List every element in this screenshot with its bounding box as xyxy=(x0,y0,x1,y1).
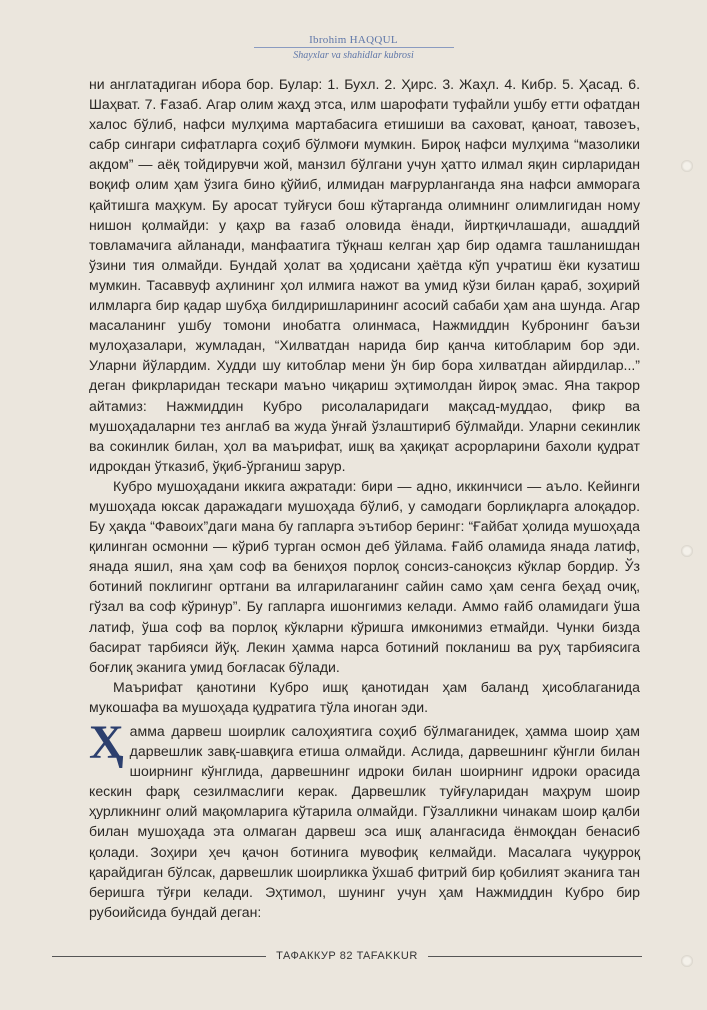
footer-rule-left xyxy=(52,956,266,957)
punch-hole xyxy=(681,160,693,172)
header-divider xyxy=(254,47,454,48)
page-footer xyxy=(52,946,642,966)
drop-cap-letter: Ҳ xyxy=(89,716,124,769)
paragraph-2: Кубро мушоҳадани иккига ажратади: бири — адно, иккинчиси — аъло. Кейинги мушоҳада юксак даражадаги мушоҳада бўлиб, у самодаги борлиқларга алоқадор. Бу ҳақда “Фавоих”даги мана бу гапларга эътибор беринг: “Ғайбат ҳолида мушоҳада қилинган осмонни — кўриб турган осмон деб ўйлама. Ғайб оламида янада латиф, янада яшил, яна ҳам соф ва бениҳоя порлоқ сонсиз-саноқсиз кўклар бордир. Ўз ботиний поклигинг ортгани ва илгарилаганинг сайин само ҳам сенга беҳад очиқ, гўзал ва соф кўринур”. Бу гапларга ишонгимиз келади. Аммо ғайб оламидаги ўша латиф, ўша соф ва порлоқ кўкларни кўришга имконимиз етмайди. Чунки бизда басират тарбияси йўқ. Лекин ҳамма нарса ботиний покланиш ва руҳ тарбиясига боғлиқ эканига умид боғласак бўлади. xyxy=(89,477,640,675)
footer-rule-right xyxy=(428,956,642,957)
paragraph-3: Маърифат қанотини Кубро ишқ қанотидан ҳам баланд ҳисоблаганида мукошафа ва мушоҳада қудратига тўла иноган эди. xyxy=(89,678,640,715)
paragraph-1: ни англатадиган ибора бор. Булар: 1. Бухл. 2. Ҳирс. 3. Жаҳл. 4. Кибр. 5. Ҳасад. 6. Шаҳват. 7. Ғазаб. Агар олим жаҳд этса, илм шарофати туфайли ушбу етти офатдан халос бўлиб, нафси мулҳима мартабасига етишиши ва саховат, қаноат, тавозеъ, сабр сингари сифатларга соҳиб бўлмоғи мумкин. Бироқ нафси мулҳима “мазолики акдом” — аёқ тойдирувчи жой, манзил бўлгани учун ҳатто илмал яқин сирларидан воқиф олим ҳам ўзига бино қўйиб, илмидан мағрурланганда яна нафси амморага қайтишга маҳкум. Бу аросат туйғуси бош кўтарганда олимнинг олимлигидан ному нишон қолмайди: у қаҳр ва ғазаб оловида ёнади, йиртқичлашади, ашаддий товламачига айланади, манфаатига тўқнаш келган ҳар бир одамга ташланишдан ўзини тия олмайди. Бундай ҳолат ва ҳодисани ҳаётда кўп учратиш ёки кузатиш мумкин. Тасаввуф аҳлининг ҳол илмига нажот ва умид кўзи билан қараб, зоҳирий илмларга бир қадар шубҳа билдиришларининг асосий сабаби ҳам ана шунда. Агар масаланинг ушбу томони инобатга олинмаса, Нажмиддин Кубронинг баъзи мулоҳазалари, жумладан, “Хилватдан нарида бир қанча китобларим бор эди. Уларни йўлардим. Худди шу китоблар мени ўн бир бора хилватдан айирдилар...” деган фикрларидан тескари маъно чиқариш эҳтимолдан йироқ эмас. Яна такрор айтамиз: Нажмиддин Кубро рисолаларидаги мақсад-муддао, фикр ва мушоҳадаларни тез англаб ва жуда ўнғай ўзлаштириб бўлмайди. Уларни секинлик ва сокинлик билан, ҳол ва маърифат, ишқ ва ҳақиқат асрорларини бахоли қудрат идрокдан ўтказиб, ўқиб-ўрганиш зарур. xyxy=(89,76,640,474)
footer-label: ТАФАККУР 82 TAFAKKUR xyxy=(276,950,418,962)
punch-hole xyxy=(681,955,693,967)
running-header xyxy=(0,34,707,61)
main-text-column xyxy=(89,74,640,717)
section-paragraph: амма дарвеш шоирлик салоҳиятига соҳиб бўлмаганидек, ҳамма шоир ҳам дарвешлик завқ-шавқига етиша олмайди. Аслида, дарвешнинг кўнгли билан шоирнинг кўнглида, дарвешнинг идроки билан шоирнинг идроки орасида кескин фарқ сезилмаслиги керак. Дарвешлик туйғуларидан маҳрум шоир ҳурликнинг олий мақомларига кўтарила олмайди. Гўзалликни чинакам шоир қалби билан мушоҳада эта олмаган дарвеш эса ишқ алангасида ёнмоқдан бенасиб қолади. Зоҳири ҳеч қачон ботинига мувофиқ келмайди. Масалага чуқурроқ қарайдиган бўлсак, дарвешлик шоирликка ўхшаб фитрий бир қобилият эканига тан беришга тўғри келади. Эҳтимол, шунинг учун ҳам Нажмиддин Кубро бир рубоийсида бундай деган: xyxy=(89,723,640,920)
header-author: Ibrohim HAQQUL xyxy=(309,34,398,46)
punch-hole xyxy=(681,545,693,557)
header-book-title: Shayxlar va shahidlar kubrosi xyxy=(293,50,414,61)
new-section xyxy=(89,716,640,922)
